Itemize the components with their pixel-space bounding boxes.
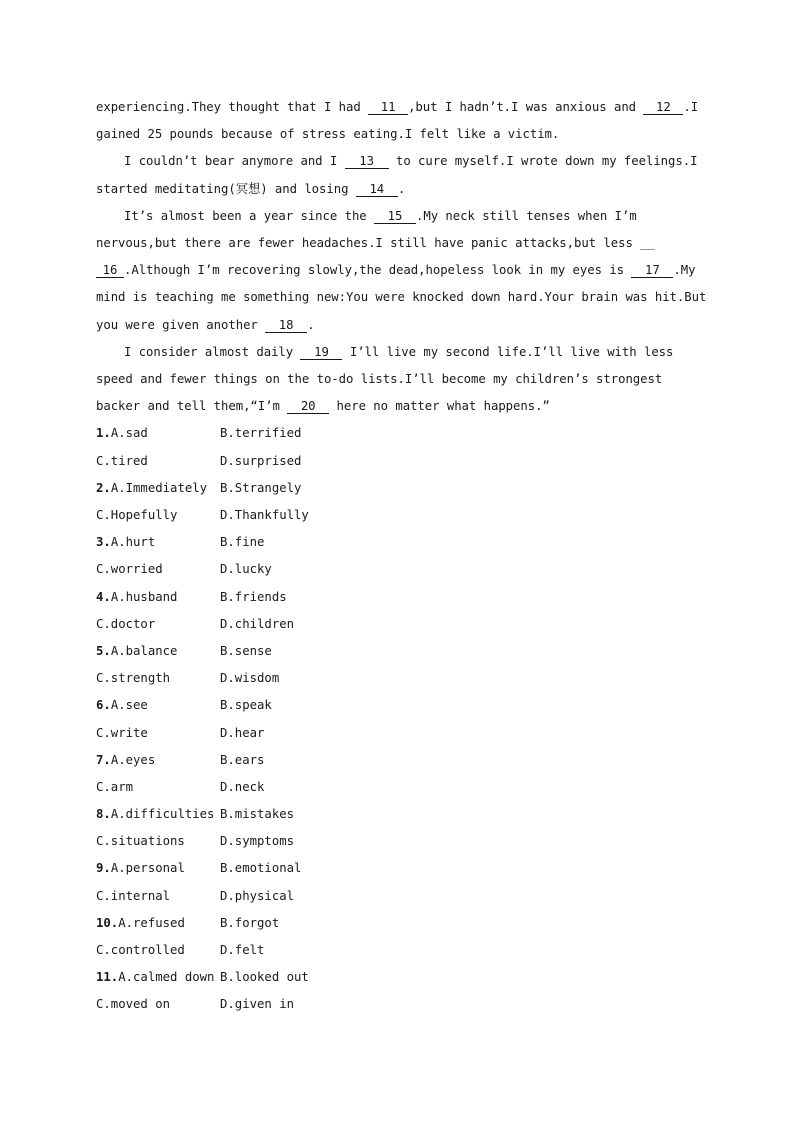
question-2-row-ab	[96, 475, 696, 502]
text-run: experiencing.They thought that I had	[96, 100, 369, 114]
option-a-text: A.balance	[110, 643, 178, 658]
question-1-row-cd	[96, 448, 696, 475]
text-run: I’ll live my second life.I’ll live with less	[342, 344, 674, 359]
option-b: B.Strangely	[220, 480, 302, 495]
option-c: C.doctor	[96, 616, 156, 631]
question-5-row-cd	[96, 665, 696, 692]
text-run: It’s almost been a year since the	[124, 208, 375, 223]
question-number: 2.	[96, 480, 111, 495]
blank-15: 15	[374, 209, 416, 224]
question-10-row-ab	[96, 910, 696, 937]
option-a-text: A.husband	[110, 589, 178, 604]
option-a-text: A.refused	[118, 915, 185, 930]
option-a-text: A.see	[110, 698, 148, 713]
question-9-row-ab	[96, 855, 696, 882]
question-number: 6.	[96, 698, 111, 713]
question-number: 4.	[96, 589, 111, 604]
option-a-text: A.personal	[110, 861, 185, 876]
blank-12: 12	[643, 100, 683, 115]
option-c: C.arm	[96, 779, 134, 794]
blank-14: 14	[356, 182, 398, 197]
question-11-row-cd	[96, 991, 696, 1018]
question-6-row-cd	[96, 720, 696, 747]
option-c: C.situations	[96, 834, 185, 849]
option-a	[96, 747, 220, 774]
option-a-text: A.calmed down	[118, 970, 215, 985]
option-d: D.given in	[220, 997, 295, 1012]
option-a	[96, 855, 220, 882]
option-d: D.Thankfully	[220, 508, 309, 522]
question-4-row-ab	[96, 584, 696, 611]
option-a	[96, 638, 220, 665]
passage-line	[96, 312, 696, 339]
option-b: B.looked out	[220, 970, 309, 985]
question-6-row-ab	[96, 692, 696, 719]
option-c: C.tired	[96, 453, 148, 468]
option-a	[96, 692, 220, 719]
text-run: you were given another	[96, 317, 266, 332]
text-run: I couldn’t bear anymore and I	[124, 154, 345, 169]
option-d: D.surprised	[220, 453, 302, 468]
passage-line	[96, 94, 699, 121]
passage-line: nervous,but there are fewer headaches.I still have panic attacks,but less __	[96, 236, 655, 251]
text-run: .	[397, 181, 406, 196]
question-7-row-cd	[96, 774, 696, 801]
option-b: B.emotional	[220, 861, 302, 876]
passage-line: speed and fewer things on the to-do lists.I’ll become my children’s strongest	[96, 372, 663, 387]
blank-20: 20	[287, 399, 329, 414]
option-b: B.terrified	[220, 426, 302, 441]
text-run: started meditating(冥想) and losing	[96, 181, 356, 196]
text-run: .	[307, 317, 315, 332]
passage-line: mind is teaching me something new:You were knocked down hard.Your brain was hit.But	[96, 290, 707, 305]
option-b: B.sense	[220, 643, 272, 658]
question-9-row-cd	[96, 883, 696, 910]
question-8-row-cd	[96, 828, 696, 855]
option-a-text: A.sad	[110, 426, 148, 441]
text-run: ,but I hadn’t.I was anxious and	[408, 100, 644, 114]
text-run: to cure myself.I wrote down my feelings.I	[388, 154, 698, 169]
question-1-row-ab	[96, 420, 696, 447]
question-number: 5.	[96, 643, 111, 658]
option-c: C.strength	[96, 671, 171, 686]
text-run: .My	[673, 263, 696, 278]
document-page	[96, 94, 707, 1019]
option-d: D.lucky	[220, 562, 272, 577]
text-run: backer and tell them,“I’m	[96, 399, 288, 414]
option-a	[96, 529, 220, 556]
text-run: .I	[683, 100, 699, 114]
option-d: D.symptoms	[220, 834, 295, 849]
option-c: C.moved on	[96, 997, 171, 1012]
passage-line	[96, 257, 696, 284]
question-5-row-ab	[96, 638, 696, 665]
option-a	[96, 801, 220, 828]
option-c: C.controlled	[96, 943, 185, 957]
blank-17: 17	[631, 263, 673, 278]
option-a-text: A.eyes	[110, 752, 156, 767]
question-number: 1.	[96, 426, 111, 441]
option-b: B.fine	[220, 535, 265, 550]
question-number: 9.	[96, 861, 111, 876]
question-3-row-cd	[96, 556, 696, 583]
passage-line	[96, 148, 696, 175]
option-c: C.Hopefully	[96, 508, 178, 522]
option-d: D.hear	[220, 725, 265, 740]
option-a-text: A.Immediately	[110, 480, 208, 495]
question-options	[96, 420, 696, 1018]
option-a	[96, 584, 220, 611]
passage	[96, 94, 707, 420]
blank-11: 11	[368, 100, 408, 115]
option-b: B.forgot	[220, 915, 280, 930]
question-7-row-ab	[96, 747, 696, 774]
text-run: I consider almost daily	[124, 344, 301, 359]
question-number: 7.	[96, 752, 111, 767]
option-a	[96, 475, 220, 502]
question-number: 3.	[96, 535, 111, 550]
option-c: C.worried	[96, 562, 163, 577]
question-number: 8.	[96, 807, 111, 822]
passage-line: gained 25 pounds because of stress eating.I felt like a victim.	[96, 127, 560, 142]
option-a-text: A.difficulties	[110, 807, 215, 822]
option-d: D.children	[220, 616, 295, 631]
option-c: C.internal	[96, 888, 171, 903]
option-b: B.ears	[220, 752, 265, 767]
question-2-row-cd	[96, 502, 696, 529]
question-number: 10.	[96, 915, 119, 930]
option-d: D.neck	[220, 779, 265, 794]
option-a	[96, 910, 220, 937]
option-b: B.friends	[220, 589, 287, 604]
passage-line	[96, 176, 696, 203]
option-a	[96, 964, 220, 991]
text-run: .My neck still tenses when I’m	[416, 208, 637, 223]
blank-16: 16	[96, 263, 124, 278]
passage-line	[96, 393, 696, 420]
blank-18: 18	[265, 318, 307, 333]
option-a	[96, 420, 220, 447]
blank-13: 13	[345, 154, 389, 169]
option-d: D.wisdom	[220, 671, 280, 686]
question-8-row-ab	[96, 801, 696, 828]
question-10-row-cd	[96, 937, 696, 964]
text-run: here no matter what happens.”	[329, 399, 550, 414]
passage-line	[96, 203, 696, 230]
option-a-text: A.hurt	[110, 535, 156, 550]
blank-19: 19	[300, 345, 342, 360]
option-b: B.speak	[220, 698, 272, 713]
question-11-row-ab	[96, 964, 696, 991]
question-4-row-cd	[96, 611, 696, 638]
passage-line	[96, 339, 696, 366]
option-b: B.mistakes	[220, 807, 295, 822]
option-d: D.felt	[220, 943, 265, 957]
question-3-row-ab	[96, 529, 696, 556]
question-number: 11.	[96, 970, 119, 985]
option-d: D.physical	[220, 888, 295, 903]
option-c: C.write	[96, 725, 148, 740]
text-run: .Although I’m recovering slowly,the dead,hopeless look in my eyes is	[124, 263, 632, 278]
